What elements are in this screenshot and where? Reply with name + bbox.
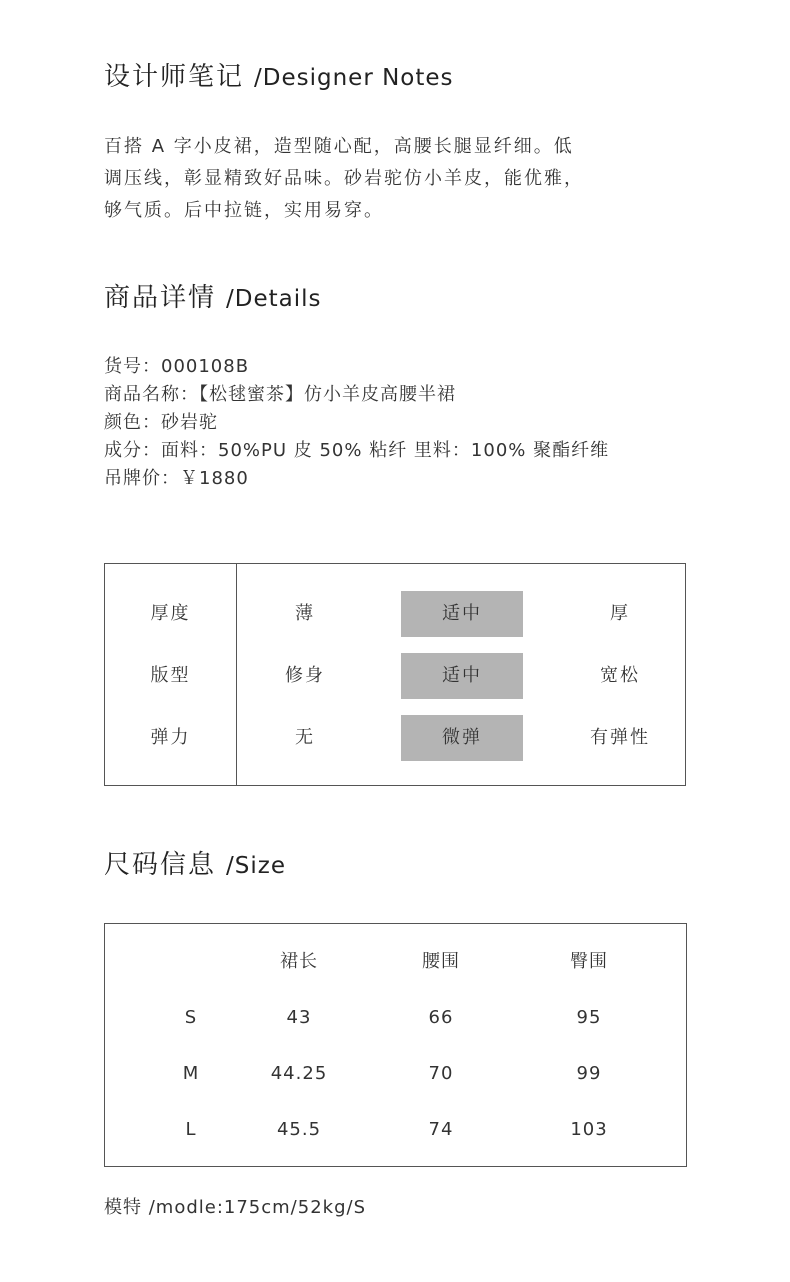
size-label: L [185, 1119, 197, 1140]
attr-option: 宽松 [600, 665, 640, 686]
size-value: 66 [428, 1007, 454, 1028]
detail-sku: 货号：000108B [104, 356, 250, 377]
attribute-table-divider [236, 564, 237, 785]
designer-notes-line: 百搭 A 字小皮裙，造型随心配，高腰长腿显纤细。低 [104, 136, 574, 157]
details-title-cn: 商品详情 [104, 283, 217, 313]
model-note: 模特 /modle:175cm/52kg/S [104, 1197, 366, 1218]
details-list [104, 353, 609, 493]
attribute-table [104, 563, 686, 786]
size-title-en: /Size [226, 853, 286, 879]
attr-label-thickness: 厚度 [150, 603, 191, 624]
size-value: 74 [428, 1119, 454, 1140]
size-value: 95 [576, 1007, 602, 1028]
detail-composition: 成分：面料：50%PU 皮 50% 粘纤 里料：100% 聚酯纤维 [104, 440, 610, 461]
size-header-length: 裙长 [280, 951, 318, 972]
designer-notes-line: 够气质。后中拉链，实用易穿。 [104, 200, 384, 221]
size-value: 44.25 [270, 1063, 328, 1084]
attr-option: 无 [295, 727, 315, 748]
detail-name: 商品名称：【松毬蜜茶】仿小羊皮高腰半裙 [104, 384, 456, 405]
size-value: 45.5 [276, 1119, 322, 1140]
attr-option: 有弹性 [590, 727, 650, 748]
designer-notes-title-en: /Designer Notes [254, 65, 454, 91]
attr-option-selected: 适中 [401, 591, 523, 637]
attr-label-elasticity: 弹力 [150, 727, 191, 748]
size-label: M [182, 1063, 200, 1084]
size-header-waist: 腰围 [422, 951, 460, 972]
designer-notes-title-cn: 设计师笔记 [104, 62, 245, 92]
attr-label-fit: 版型 [150, 665, 191, 686]
details-title-en: /Details [226, 286, 322, 312]
designer-notes-text [104, 131, 584, 227]
detail-color: 颜色：砂岩驼 [104, 412, 218, 433]
size-table [104, 923, 687, 1167]
attr-option: 厚 [610, 603, 630, 624]
size-value: 70 [428, 1063, 454, 1084]
attr-option: 修身 [285, 665, 325, 686]
size-label: S [184, 1007, 198, 1028]
size-value: 99 [576, 1063, 602, 1084]
size-value: 43 [286, 1007, 312, 1028]
size-header-hip: 臀围 [570, 951, 608, 972]
attr-option: 薄 [295, 603, 315, 624]
attr-option-selected: 适中 [401, 653, 523, 699]
designer-notes-title [104, 64, 454, 90]
designer-notes-line: 调压线，彰显精致好品味。砂岩驼仿小羊皮，能优雅， [104, 168, 584, 189]
size-value: 103 [570, 1119, 608, 1140]
attr-option-selected: 微弹 [401, 715, 523, 761]
details-title [104, 285, 322, 311]
size-title-cn: 尺码信息 [104, 850, 217, 880]
size-title [104, 852, 286, 878]
detail-price: 吊牌价：￥1880 [104, 468, 249, 489]
